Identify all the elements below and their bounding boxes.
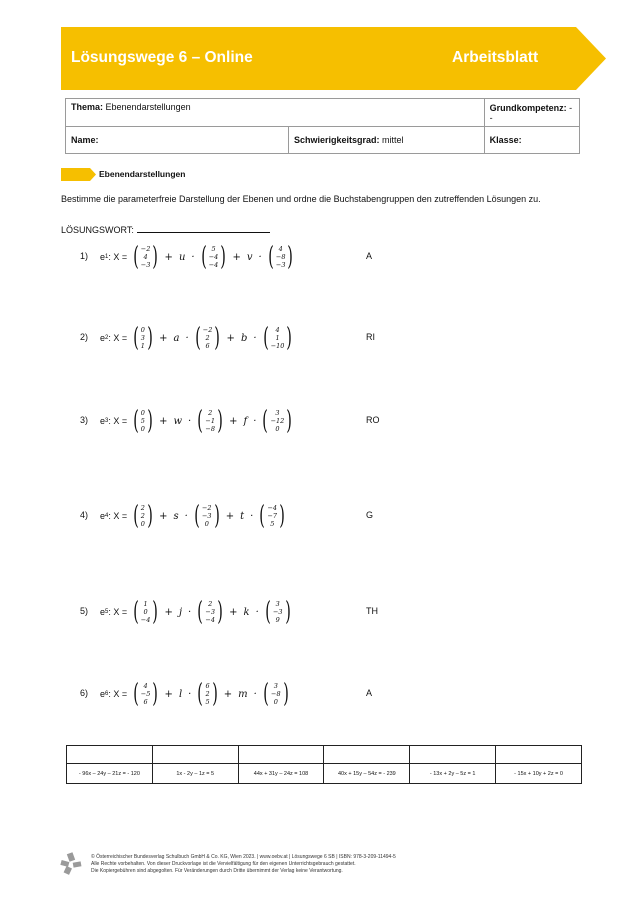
task-row (0, 404, 640, 438)
parameter: l (178, 688, 183, 700)
vector: ( 4 −5 6 ) (132, 679, 159, 709)
vector-component: −4 (205, 616, 215, 624)
vector: ( 3 −3 9 ) (265, 597, 291, 627)
vector-component: 0 (275, 425, 280, 433)
plane-equation: e 1 : X = ( −2 4 −3 ) + u · ( 5 −4 −4 ) + v · ( 4 −8 −3 ) (100, 240, 297, 274)
klasse-label: Klasse: (489, 135, 522, 145)
vector-component: 5 (211, 245, 216, 253)
vector-component: −4 (267, 504, 278, 512)
vector: ( −2 4 −3 ) (132, 242, 159, 272)
letter-group: RO (366, 415, 380, 425)
schwierigkeit-cell (289, 127, 485, 154)
vector-component: 2 (140, 512, 145, 520)
vector-component: 2 (208, 600, 213, 608)
header-type: Arbeitsblatt (452, 49, 539, 66)
vector-component: 0 (143, 608, 148, 616)
vector-component: 2 (140, 504, 145, 512)
section-title: Ebenendarstellungen (99, 169, 186, 179)
vector-component: 0 (140, 326, 145, 334)
task-row (0, 677, 640, 711)
vector-component: −2 (140, 245, 151, 253)
letter-group: TH (366, 606, 378, 616)
vector-component: −7 (267, 512, 278, 520)
vector-component: 5 (140, 417, 145, 425)
vector: ( −2 −3 0 ) (194, 501, 220, 531)
vector: ( 2 2 0 ) (132, 501, 153, 531)
plane-name: e (100, 252, 106, 262)
vector-component: 5 (205, 698, 210, 706)
plane-name: e (100, 333, 106, 343)
vector-component: 3 (275, 409, 280, 417)
instruction-text: Bestimme die parameterfreie Darstellung der Ebenen und ordne die Buchstabengruppen den zutreffenden Lösungen zu. (61, 194, 541, 204)
vector-component: −4 (208, 261, 219, 269)
parameter: m (238, 688, 248, 700)
section-arrow-icon (61, 168, 96, 181)
answer-letter-cell[interactable] (67, 746, 153, 764)
plane-equation: e 6 : X = ( 4 −5 6 ) + l · ( 6 2 5 ) + m · ( 3 −8 0 ) (100, 677, 292, 711)
vector: ( 4 −8 −3 ) (268, 242, 294, 272)
answer-equation: 1x - 2y – 1z = 5 (152, 764, 238, 784)
parameter: u (178, 251, 186, 263)
vector-component: 0 (140, 520, 145, 528)
task-row (0, 499, 640, 533)
plane-name: e (100, 511, 106, 521)
vector-component: 0 (140, 425, 145, 433)
equation-prefix: : X = (108, 607, 128, 617)
task-number: 1) (80, 251, 89, 261)
vector-component: −1 (205, 417, 215, 425)
thema-cell (66, 99, 485, 127)
plane-index: 4 (105, 513, 109, 519)
vector: ( 4 1 −10 ) (262, 323, 293, 353)
footer (91, 854, 396, 875)
task-row (0, 240, 640, 274)
vector-component: 4 (143, 682, 148, 690)
vector-component: −8 (205, 425, 215, 433)
vector-component: 9 (275, 616, 280, 624)
answer-letter-cell[interactable] (324, 746, 410, 764)
header-banner (61, 27, 606, 90)
parameter: j (178, 606, 183, 618)
answer-letter-cell[interactable] (238, 746, 324, 764)
vector-component: −4 (208, 253, 219, 261)
plane-index: 5 (105, 609, 109, 615)
task-number: 4) (80, 510, 89, 520)
plane-equation: e 5 : X = ( 1 0 −4 ) + j · ( 2 −3 −4 ) + k · ( 3 −3 9 ) (100, 595, 294, 629)
task-row (0, 321, 640, 355)
vector: ( 2 −1 −8 ) (197, 406, 223, 436)
letter-group: RI (366, 332, 375, 342)
vector-component: 4 (143, 253, 148, 261)
plane-equation: e 4 : X = ( 2 2 0 ) + s · ( −2 −3 0 ) + t · ( −4 −7 5 ) (100, 499, 288, 533)
answer-equation: - 15x + 10y + 2z = 0 (496, 764, 582, 784)
vector-component: 1 (275, 334, 280, 342)
letter-group: A (366, 688, 373, 698)
plane-equation: e 2 : X = ( 0 3 1 ) + a · ( −2 2 6 ) + b · ( 4 1 −10 ) (100, 321, 296, 355)
thema-label: Thema: (71, 102, 104, 112)
vector-component: 3 (140, 334, 145, 342)
parameter: w (173, 415, 183, 427)
equation-prefix: : X = (108, 333, 128, 343)
parameter: a (173, 332, 180, 344)
parameter: v (246, 251, 253, 263)
vector: ( −2 2 6 ) (194, 323, 221, 353)
plane-name: e (100, 689, 106, 699)
vector: ( 3 −12 0 ) (262, 406, 293, 436)
vector-component: 4 (275, 326, 280, 334)
vector-component: 4 (278, 245, 283, 253)
vector-component: 6 (205, 342, 210, 350)
loesungswort-label: LÖSUNGSWORT: (61, 225, 134, 235)
vector-component: −4 (140, 616, 151, 624)
vector-component: −2 (202, 326, 213, 334)
vector: ( 2 −3 −4 ) (197, 597, 223, 627)
footer-copyright: © Österreichischer Bundesverlag Schulbuch GmbH & Co. KG, Wien 2023. | www.oebv.at | Lösungswege 6 SB | ISBN: 978-3-209-11494-5 (91, 854, 396, 860)
thema-value: Ebenendarstellungen (105, 102, 191, 112)
answer-letter-cell[interactable] (152, 746, 238, 764)
parameter: s (173, 510, 179, 522)
footer-fees: Die Kopiergebühren sind abgegolten. Für Veränderungen durch Dritte übernimmt der Verlag keine Verantwortung. (91, 868, 343, 874)
vector-component: 6 (143, 698, 148, 706)
plane-name: e (100, 416, 106, 426)
equation-prefix: : X = (108, 689, 128, 699)
plane-index: 6 (105, 691, 109, 697)
vector-component: 5 (270, 520, 275, 528)
equation-prefix: : X = (108, 511, 128, 521)
plane-index: 2 (105, 335, 109, 341)
answer-letter-cell[interactable] (496, 746, 582, 764)
kompetenz-label: Grundkompetenz: (489, 102, 567, 113)
vector-component: −3 (140, 261, 151, 269)
name-cell (66, 127, 289, 154)
task-row (0, 595, 640, 629)
vector-component: −3 (205, 608, 215, 616)
parameter: b (240, 332, 248, 344)
vector-component: −3 (272, 608, 283, 616)
vector-component: −8 (271, 690, 281, 698)
plane-name: e (100, 607, 106, 617)
publisher-logo-icon (60, 851, 82, 875)
kompetenz-cell (484, 99, 579, 127)
parameter: t (240, 510, 245, 522)
loesungswort-line[interactable] (137, 223, 270, 233)
plane-equation: e 3 : X = ( 0 5 0 ) + w · ( 2 −1 −8 ) + f · ( 3 −12 0 ) (100, 404, 295, 438)
answer-equation: - 13x + 2y – 5z = 1 (410, 764, 496, 784)
vector-component: −10 (270, 342, 285, 350)
parameter: f (243, 415, 248, 427)
schwierigkeit-value: mittel (382, 135, 404, 145)
parameter: k (243, 606, 250, 618)
task-number: 3) (80, 415, 89, 425)
kompetenz-value: -- (489, 102, 573, 123)
vector-component: −12 (270, 417, 285, 425)
vector-component: −3 (201, 512, 212, 520)
vector-component: 3 (275, 600, 280, 608)
footer-rights: Alle Rechte vorbehalten. Von dieser Druckvorlage ist die Vervielfältigung für den eigenen Unterrichtsgebrauch gestattet. (91, 861, 356, 867)
vector-component: 0 (273, 698, 278, 706)
name-label: Name: (71, 135, 99, 145)
vector-component: 0 (204, 520, 209, 528)
answer-table (66, 745, 582, 784)
plane-index: 3 (105, 418, 109, 424)
vector-component: 2 (208, 409, 213, 417)
klasse-cell (484, 127, 579, 154)
vector-component: 2 (205, 334, 210, 342)
task-number: 5) (80, 606, 89, 616)
vector-component: 1 (143, 600, 148, 608)
schwierigkeit-label: Schwierigkeitsgrad: (294, 135, 380, 145)
answer-equation: - 96x – 24y – 21z = - 120 (67, 764, 153, 784)
info-table (65, 98, 580, 154)
vector-component: 6 (205, 682, 210, 690)
vector: ( −4 −7 5 ) (259, 501, 285, 531)
equation-prefix: : X = (108, 416, 128, 426)
vector-component: −8 (275, 253, 286, 261)
equation-prefix: : X = (108, 252, 128, 262)
task-number: 6) (80, 688, 89, 698)
answer-letter-cell[interactable] (410, 746, 496, 764)
vector: ( 6 2 5 ) (197, 679, 218, 709)
vector-component: 2 (205, 690, 210, 698)
vector: ( 0 5 0 ) (132, 406, 153, 436)
vector-component: 0 (140, 409, 145, 417)
answer-equation: 44x + 31y – 24z = 108 (238, 764, 324, 784)
loesungswort-field[interactable] (61, 223, 270, 235)
task-number: 2) (80, 332, 89, 342)
vector-component: 1 (140, 342, 145, 350)
vector-component: −2 (201, 504, 212, 512)
header-title: Lösungswege 6 – Online (71, 49, 253, 66)
vector: ( 5 −4 −4 ) (200, 242, 227, 272)
plane-index: 1 (105, 254, 109, 260)
letter-group: G (366, 510, 374, 520)
letter-group: A (366, 251, 373, 261)
vector-component: 3 (273, 682, 278, 690)
answer-equation: 40x + 15y – 54z = - 239 (324, 764, 410, 784)
vector: ( 1 0 −4 ) (132, 597, 159, 627)
vector: ( 0 3 1 ) (132, 323, 153, 353)
vector: ( 3 −8 0 ) (263, 679, 289, 709)
vector-component: −5 (140, 690, 151, 698)
vector-component: −3 (275, 261, 286, 269)
